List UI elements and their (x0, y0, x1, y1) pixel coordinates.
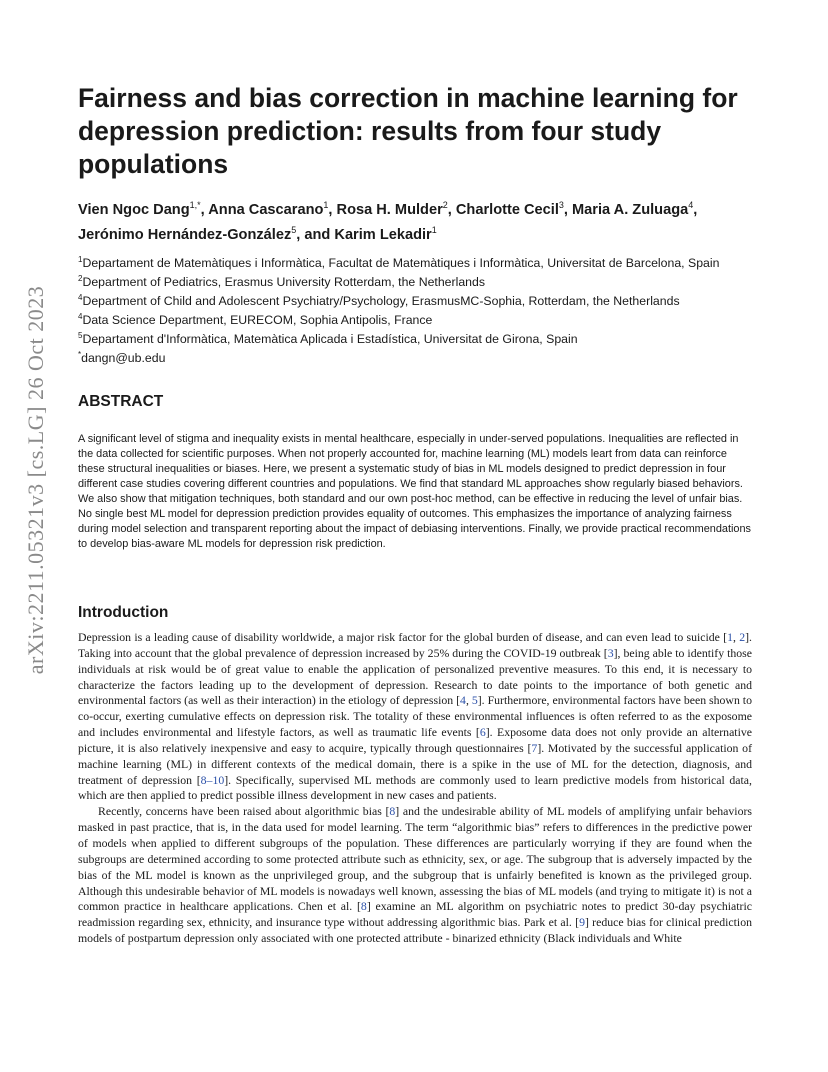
abstract-heading: ABSTRACT (78, 393, 164, 410)
affiliation-mark: 2 (78, 274, 83, 284)
author-name: Karim Lekadir (334, 226, 432, 243)
affiliation-text: Departament d'Informàtica, Matemàtica Aplicada i Estadística, Universitat de Girona, Spain (82, 332, 578, 347)
body-text: ]. Motivated by the successful application of machine learning (ML) in different contexts of the medical domain, there is a spike in the use of ML for the detection, diagnosis, and treatment of depression [ (78, 740, 752, 787)
affiliation-line (78, 271, 752, 290)
affiliation-line (78, 309, 752, 328)
affiliation-line (78, 347, 752, 366)
citation-link[interactable]: 2 (739, 630, 746, 644)
citation-link[interactable]: 3 (607, 645, 614, 660)
author-affiliation-mark: 5 (291, 224, 297, 235)
citation-link[interactable]: 8 (389, 804, 396, 819)
citation-link[interactable]: 6 (479, 725, 486, 740)
affiliation-mark: 5 (78, 331, 83, 341)
author-name: Maria A. Zuluaga (572, 201, 689, 218)
affiliation-mark: 1 (78, 255, 83, 264)
affiliation-mark: * (78, 350, 82, 360)
affiliation-text: dangn@ub.edu (81, 351, 166, 366)
abstract-text: A significant level of stigma and inequality exists in mental healthcare, especially in under-served populations. Inequalities are reflected in the data collected for scientific purposes. When not properly accounted for, machine learning (ML) models leart from data can reinforce these structural inequalities or biases. Here, we present a systematic study of bias in ML models designed to predict depression in four different case studies covering different countries and populations. We find that standard ML approaches show regularly biased behaviors. We also show that mitigation techniques, both standard and our own post-hoc method, can be effective in reducing the level of unfair bias. No single best ML model for depression prediction provides equality of outcomes. This emphasizes the importance of analyzing fairness during model selection and transparent reporting about the impact of debiasing interventions. Finally, we provide practical recommendations to develop bias-aware ML models for depression risk prediction. (78, 433, 751, 550)
citation-link[interactable]: 1 (727, 630, 733, 644)
intro-paragraph-1 (78, 630, 752, 804)
paper-title: Fairness and bias correction in machine learning for depression prediction: results from four study populations (78, 83, 738, 179)
introduction-body (78, 630, 752, 947)
affiliation-text: Department of Child and Adolescent Psychiatry/Psychology, ErasmusMC-Sophia, Rotterdam, the Netherlands (82, 294, 680, 309)
body-text: ]. Exposome data does not only provide an alternative picture, it is also relatively inexpensive and easy to acquire, typically through questionnaires [ (78, 725, 752, 755)
author-affiliation-mark: 1,* (189, 200, 201, 210)
affiliation-mark: 4 (78, 312, 83, 322)
citation-link[interactable]: 4 (460, 693, 466, 708)
author-name: Charlotte Cecil (455, 201, 559, 218)
author-affiliation-mark: 4 (688, 200, 694, 210)
affiliation-line (78, 252, 752, 271)
author-name: Vien Ngoc Dang (78, 201, 190, 218)
body-text: ] examine an ML algorithm on psychiatric notes to predict 30-day psychiatric readmission regarding sex, ethnicity, and insurance type without addressing algorithmic bias. Park et al. [ (78, 899, 752, 930)
body-text: ]. Furthermore, environmental factors have been shown to co-occur, exerting cumulative effects on depression risk. The totality of these environmental influences is often referred to as the exposome and includes environmental and lifestyle factors, as well as traumatic life events [ (78, 693, 752, 740)
author-name: Rosa H. Mulder (336, 201, 443, 218)
author-affiliation-mark: 2 (442, 200, 448, 210)
arxiv-identifier: arXiv:2211.05321v3 [cs.LG] 26 Oct 2023 (23, 285, 48, 675)
body-text: , (465, 693, 472, 708)
body-text: Recently, concerns have been raised about algorithmic bias [ (98, 804, 390, 819)
affiliation-line (78, 328, 752, 347)
citation-link[interactable]: 8–10 (200, 772, 225, 787)
author-name: Anna Cascarano (208, 201, 324, 218)
citation-link[interactable]: 7 (531, 740, 538, 755)
citation-link[interactable]: 9 (579, 915, 585, 930)
affiliation-text: Departament de Matemàtiques i Informàtica, Facultat de Matemàtiques i Informàtica, Universitat de Barcelona, Spain (82, 256, 720, 271)
author-list: Vien Ngoc Dang$^{1,*}$, Anna Cascarano$^1$, Rosa H. Mulder$^2$, Charlotte Cecil$^3$, Maria A. Zuluaga$^4$, Jerónimo Hernández-González$^5$, and Karim Lekadir$^1$ (78, 200, 698, 243)
arxiv-sidebar (0, 0, 60, 1072)
body-text: ], being able to identify those individuals at risk would be of great value to enable the application of personalized preventive measures. To this end, it is necessary to characterize the factors leading up to the development of depression. Research to date points to the importance of both genetic and environmental factors (as well as their interaction) in the etiology of depression [ (78, 645, 752, 708)
citation-link[interactable]: 5 (471, 693, 478, 708)
affiliation-line (78, 290, 752, 309)
body-text: ] reduce bias for clinical prediction models of postpartum depression only associated with one protected attribute - binarized ethnicity (Black individuals and White (78, 915, 752, 946)
citation-link[interactable]: 8 (360, 899, 367, 914)
author-name: Jerónimo Hernández-González (78, 226, 292, 243)
introduction-heading: Introduction (78, 604, 169, 621)
author-affiliation-mark: 1 (323, 200, 329, 210)
body-text: ] and the undesirable ability of ML models of amplifying unfair behaviors masked in past practice, that is, in the data used for model learning. The term “algorithmic bias” refers to differences in the predictive power of models when applied to different subgroups of the population. These differences are particularly worrying if they are found when the subgroups are determined according to some protected attribute such as ethnicity, sex, or age. The subgroup that is adversely impacted by the bias of the ML model is known as the unprivileged group, and the subgroup that is unfairly benefited is known as the privileged group. Although this undesirable behavior of ML models is nowadays well known, assessing the bias of ML models (and trying to mitigate it) is not a common practice in healthcare applications. Chen et al. [ (78, 804, 752, 914)
body-text: , (733, 630, 740, 644)
affiliation-text: Department of Pediatrics, Erasmus University Rotterdam, the Netherlands (82, 275, 485, 290)
affiliation-list (78, 252, 752, 367)
body-text: ]. Specifically, supervised ML methods are commonly used to learn predictive models from historical data, which are then applied to predict possible illness development in new cases and patients. (78, 772, 752, 803)
intro-paragraph-2 (78, 804, 752, 947)
affiliation-text: Data Science Department, EURECOM, Sophia Antipolis, France (82, 313, 433, 328)
body-text: Depression is a leading cause of disability worldwide, a major risk factor for the global burden of disease, and can even lead to suicide [ (78, 630, 728, 644)
author-affiliation-mark: 1 (431, 224, 437, 235)
author-affiliation-mark: 3 (558, 200, 564, 210)
affiliation-mark: 4 (78, 293, 83, 303)
body-text: ]. Taking into account that the global prevalence of depression increased by 25% during the COVID-19 outbreak [ (78, 630, 752, 660)
